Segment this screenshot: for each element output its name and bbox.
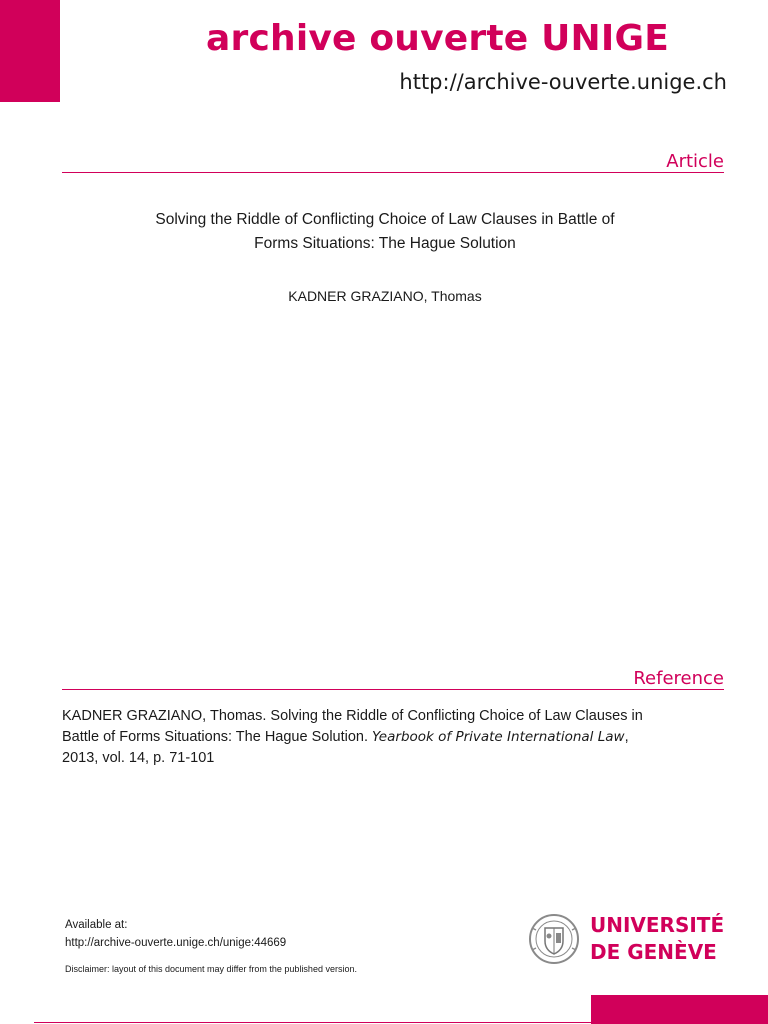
document-author: KADNER GRAZIANO, Thomas [288, 288, 482, 304]
brand-url-link[interactable]: http://archive-ouverte.unige.ch [399, 70, 727, 94]
document-title-line-2: Forms Situations: The Hague Solution [254, 235, 516, 252]
disclaimer: Disclaimer: layout of this document may differ from the published version. [65, 964, 357, 974]
available-label: Available at: [65, 919, 128, 931]
university-seal-icon [528, 910, 580, 968]
citation-journal: Yearbook of Private International Law [372, 729, 625, 745]
citation-title: Battle of Forms Situations: The Hague Solution. [62, 729, 373, 745]
article-section-label: Article [666, 151, 724, 172]
availability-block [65, 916, 286, 952]
university-name [590, 912, 724, 966]
article-divider [62, 172, 724, 173]
university-name-line-1: UNIVERSITÉ [590, 913, 725, 937]
citation-punctuation: , [624, 729, 629, 745]
document-title [60, 208, 710, 256]
bottom-accent-block [591, 995, 768, 1024]
bottom-divider [34, 1022, 594, 1023]
citation-line-2 [62, 727, 712, 748]
citation-line-3: 2013, vol. 14, p. 71-101 [62, 750, 215, 766]
document-title-line-1: Solving the Riddle of Conflicting Choice of Law Clauses in Battle of [155, 211, 615, 228]
reference-section-label: Reference [633, 668, 724, 689]
university-name-line-2: DE GENÈVE [590, 940, 717, 964]
corner-accent-block [0, 0, 60, 102]
brand-title: archive ouverte UNIGE [206, 18, 670, 59]
university-logo [528, 910, 728, 972]
citation-line-1: KADNER GRAZIANO, Thomas. Solving the Riddle of Conflicting Choice of Law Clauses in [62, 708, 643, 724]
reference-divider [62, 689, 724, 690]
citation [62, 706, 712, 769]
available-url-link[interactable]: http://archive-ouverte.unige.ch/unige:44669 [65, 937, 287, 949]
